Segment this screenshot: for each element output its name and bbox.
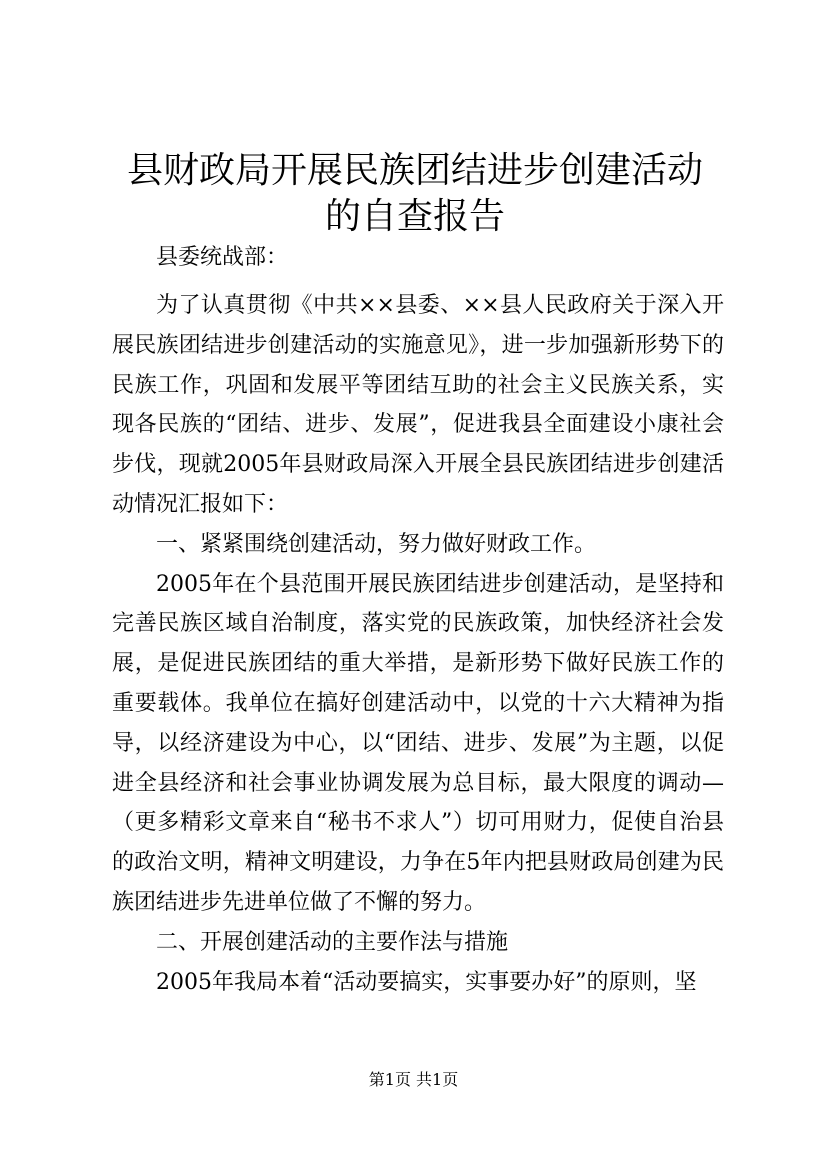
- paragraph-intro: 为了认真贯彻《中共××县委、××县人民政府关于深入开展民族团结进步创建活动的实施意见》，进一步加强新形势下的民族工作，巩固和发展平等团结互助的社会主义民族关系，实现各民族的“团结、进步、发展”，促进我县全面建设小康社会步伐，现就2005年县财政局深入开展全县民族团结进步创建活动情况汇报如下：: [112, 293, 724, 517]
- section-heading-2: 二、开展创建活动的主要作法与措施: [156, 929, 509, 955]
- page-number-footer: 第1页 共1页: [368, 1070, 459, 1089]
- section-heading-1: 一、紧紧围绕创建活动，努力做好财政工作。: [156, 531, 597, 557]
- salutation: 县委统战部：: [156, 245, 289, 270]
- paragraph-section-1: 2005年在个县范围开展民族团结进步创建活动，是坚持和完善民族区域自治制度，落实党的民族政策，加快经济社会发展，是促进民族团结的重大举措，是新形势下做好民族工作的重要载体。我单位在搞好创建活动中，以党的十六大精神为指导，以经济建设为中心，以“团结、进步、发展”为主题，以促进全县经济和社会事业协调发展为总目标，最大限度的调动—（更多精彩文章来自“秘书不求人”）切可用财力，促使自治县的政治文明，精神文明建设，力争在5年内把县财政局创建为民族团结进步先进单位做了不懈的努力。: [112, 571, 724, 915]
- document-title: 县财政局开展民族团结进步创建活动的自查报告: [126, 150, 703, 237]
- paragraph-section-2: 2005年我局本着“活动要搞实，实事要办好”的原则，坚: [156, 969, 697, 995]
- document-body: [112, 236, 724, 1002]
